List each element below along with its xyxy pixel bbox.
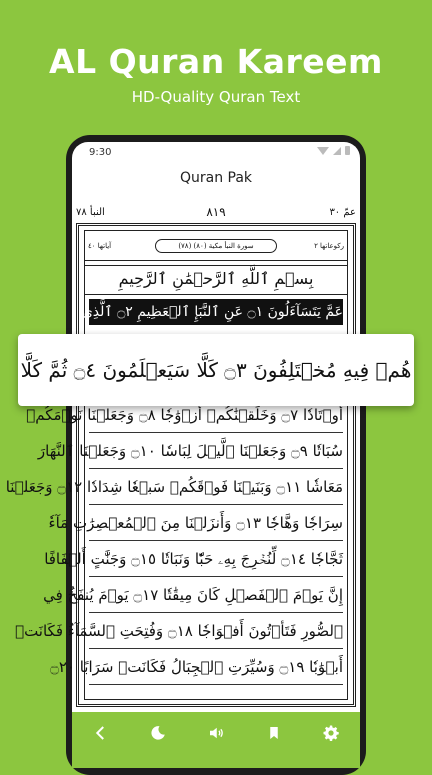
bismillah-box bbox=[85, 265, 347, 295]
mushaf-page[interactable] bbox=[5, 223, 356, 707]
back-icon bbox=[92, 724, 110, 742]
bookmark-icon bbox=[265, 724, 283, 742]
header-surah-name: النبأ ٧٨ bbox=[76, 207, 105, 218]
phone-screen bbox=[5, 142, 360, 768]
signal-icon bbox=[333, 147, 341, 155]
quran-line[interactable]: سُبَاتٗا ۝٩ وَجَعَلۡنَا ٱلَّيۡلَ لِبَاسٗا ۝١٠ وَجَعَلۡنَا ٱلنَّهَارَ bbox=[89, 433, 343, 469]
status-icons bbox=[317, 146, 350, 155]
speaker-icon bbox=[207, 724, 225, 742]
quran-line[interactable]: سِرَاجٗا وَهَّاجٗا ۝١٣ وَأَنزَلۡنَا مِنَ ٱلۡمُعۡصِرَٰتِ مَآءٗ bbox=[89, 505, 343, 541]
battery-icon bbox=[345, 146, 350, 155]
night-mode-button[interactable] bbox=[141, 716, 175, 750]
ayat-count: آياتها ٤٠ bbox=[88, 242, 112, 250]
highlighted-verse-line[interactable]: عَمَّ يَتَسَآءَلُونَ ۝١ عَنِ ٱلنَّبَإِ ٱلۡعَظِيمِ ۝٢ ٱلَّذِي bbox=[89, 299, 343, 325]
gear-icon bbox=[322, 724, 340, 742]
wifi-icon bbox=[317, 147, 329, 155]
app-title: Quran Pak bbox=[179, 170, 253, 186]
page-number: ٨١٩ bbox=[206, 205, 226, 219]
surah-title-cartouche: (٧٨) سورة النبأ مكية (٨٠) bbox=[155, 239, 277, 253]
ruku-count: ركوعاتها ٢ bbox=[314, 242, 344, 250]
back-button[interactable] bbox=[84, 716, 118, 750]
surah-header-band bbox=[85, 231, 347, 261]
audio-button[interactable] bbox=[199, 716, 233, 750]
status-time: 9:30 bbox=[89, 147, 112, 158]
quran-line[interactable]: ثَجَّاجٗا ۝١٤ لِّنُخۡرِجَ بِهِۦ حَبّٗا وَنَبَاتٗا ۝١٥ وَجَنَّٰتٍ أَلۡفَافًا bbox=[89, 541, 343, 577]
verse-zoom-popup[interactable]: هُمۡ فِيهِ مُخۡتَلِفُونَ ۝٣ كَلَّا سَيَعۡلَمُونَ ۝٤ ثُمَّ كَلَّا bbox=[18, 334, 414, 406]
bottom-toolbar bbox=[72, 712, 360, 768]
header-juz-name: عمّ ٣٠ bbox=[329, 207, 356, 218]
settings-button[interactable] bbox=[314, 716, 348, 750]
quran-line[interactable]: أَبۡوَٰبٗا ۝١٩ وَسُيِّرَتِ ٱلۡجِبَالُ فَكَانَتۡ سَرَابًا ۝٢٠ bbox=[89, 649, 343, 685]
bookmark-button[interactable] bbox=[257, 716, 291, 750]
promo-subtitle: HD-Quality Quran Text bbox=[131, 88, 301, 106]
status-bar bbox=[72, 142, 360, 164]
quran-line[interactable]: إِنَّ يَوۡمَ ٱلۡفَصۡلِ كَانَ مِيقَٰتٗا ۝١٧ يَوۡمَ يُنفَخُ فِي bbox=[89, 577, 343, 613]
promo-title: AL Quran Kareem bbox=[49, 42, 383, 81]
mushaf-page-inner bbox=[5, 230, 348, 700]
quran-line[interactable]: مَعَاشٗا ۝١١ وَبَنَيۡنَا فَوۡقَكُمۡ سَبۡعٗا شِدَادٗا ۝١٢ وَجَعَلۡنَا bbox=[89, 469, 343, 505]
bismillah-text: بِسۡمِ ٱللَّهِ ٱلرَّحۡمَٰنِ ٱلرَّحِيمِ bbox=[118, 269, 314, 288]
quran-line[interactable]: أَوۡتَادٗا ۝٧ وَخَلَقۡنَٰكُمۡ أَزۡوَٰجٗا ۝٨ وَجَعَلۡنَا نَوۡمَكُمۡ bbox=[89, 397, 343, 433]
quran-line[interactable]: ٱلصُّورِ فَتَأۡتُونَ أَفۡوَاجٗا ۝١٨ وَفُتِحَتِ ٱلسَّمَآءُ فَكَانَتۡ bbox=[89, 613, 343, 649]
moon-icon bbox=[149, 724, 167, 742]
mushaf-page-header bbox=[76, 205, 356, 223]
